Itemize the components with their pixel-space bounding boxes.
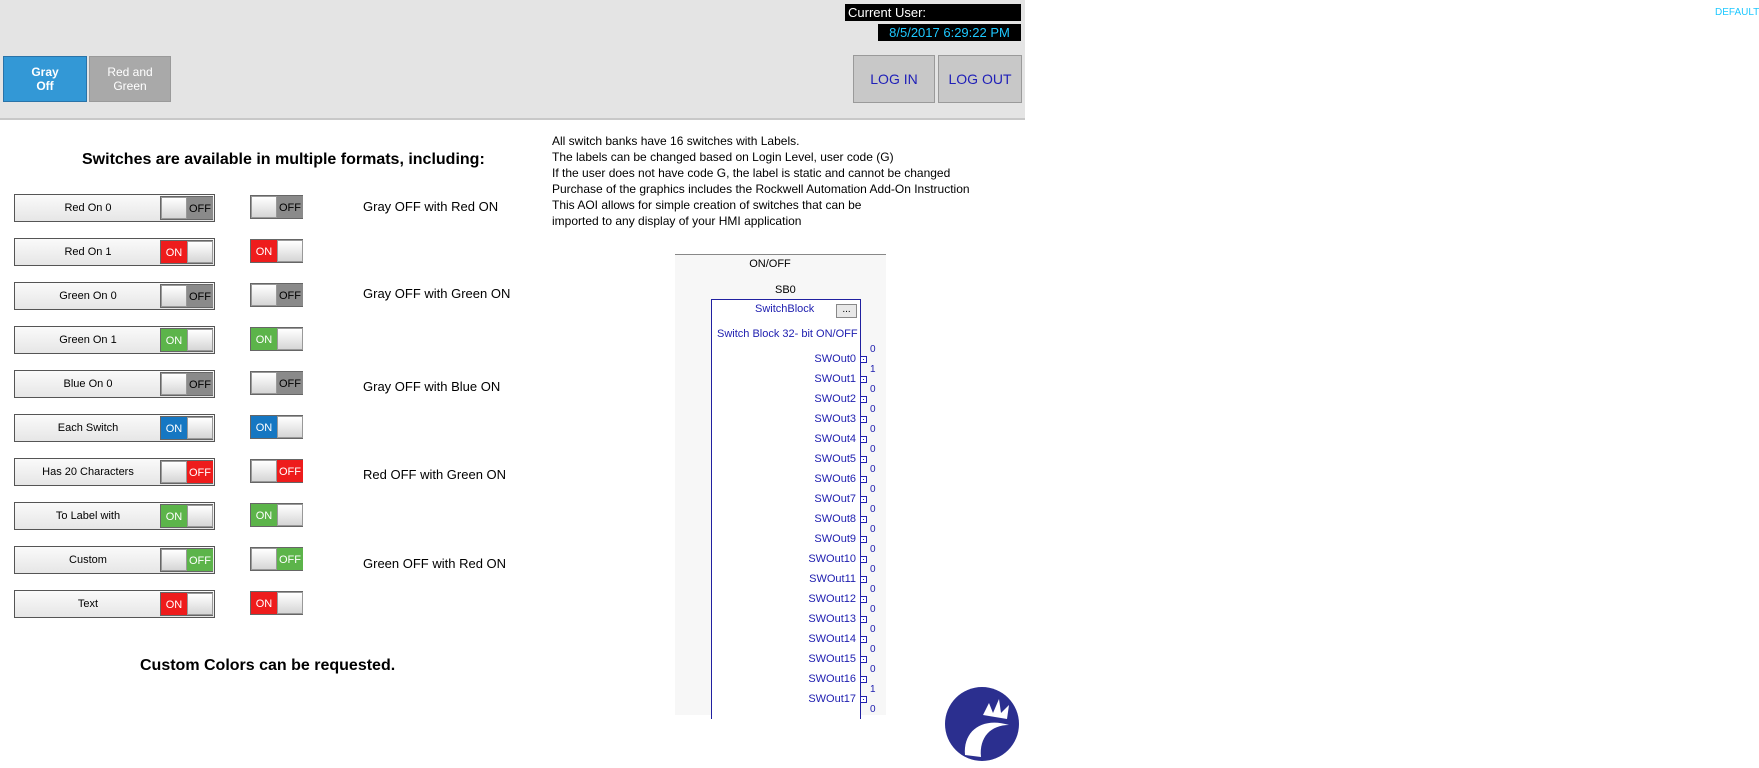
- toggle-knob[interactable]: [251, 196, 277, 218]
- aoi-output-pin[interactable]: [860, 516, 867, 523]
- aoi-description: Switch Block 32- bit ON/OFF: [717, 328, 858, 340]
- switch-row: [14, 326, 273, 356]
- toggle-state: ON: [251, 416, 277, 438]
- labeled-switch[interactable]: [14, 238, 215, 266]
- info-line: Purchase of the graphics includes the Rockwell Automation Add-On Instruction: [552, 182, 970, 196]
- aoi-output-pin[interactable]: [860, 396, 867, 403]
- aoi-output-name: SWOut1: [814, 373, 856, 385]
- aoi-output-pin[interactable]: [860, 696, 867, 703]
- toggle-switch[interactable]: [160, 372, 213, 396]
- switch-row: [14, 458, 301, 488]
- toggle-knob[interactable]: [277, 416, 303, 438]
- aoi-output-name: SWOut2: [814, 393, 856, 405]
- aoi-browse-button[interactable]: ...: [836, 304, 857, 318]
- switch-label: To Label with: [55, 510, 121, 522]
- toggle-state: OFF: [187, 461, 213, 483]
- aoi-output-name: SWOut12: [808, 593, 856, 605]
- format-description: Green OFF with Red ON: [363, 556, 507, 571]
- labeled-switch[interactable]: [14, 502, 215, 530]
- toggle-switch[interactable]: [250, 239, 303, 263]
- red-green-line1: Red and: [107, 65, 153, 79]
- info-line: This AOI allows for simple creation of switches that can be: [552, 198, 862, 212]
- toggle-knob[interactable]: [251, 284, 277, 306]
- aoi-output-pin[interactable]: [860, 456, 867, 463]
- switch-row: [14, 194, 301, 224]
- toggle-state: OFF: [187, 197, 213, 219]
- aoi-output-pin[interactable]: [860, 656, 867, 663]
- switch-label: Green On 1: [59, 334, 117, 346]
- aoi-output-value: 0: [870, 524, 876, 535]
- switch-row: [14, 502, 273, 532]
- aoi-output-name: SWOut6: [814, 473, 856, 485]
- labeled-switch[interactable]: [14, 370, 215, 398]
- toggle-knob[interactable]: [187, 417, 213, 439]
- aoi-output-name: SWOut5: [814, 453, 856, 465]
- aoi-output-value: 0: [870, 384, 876, 395]
- aoi-type-label: ON/OFF: [749, 258, 791, 270]
- aoi-output-pin[interactable]: [860, 616, 867, 623]
- switch-label: Custom: [69, 554, 107, 566]
- aoi-output-name: SWOut8: [814, 513, 856, 525]
- datetime-display: 8/5/2017 6:29:22 PM: [878, 24, 1021, 41]
- toggle-knob[interactable]: [161, 197, 187, 219]
- toggle-state: OFF: [277, 372, 303, 394]
- toggle-state: OFF: [277, 196, 303, 218]
- switch-label: Each Switch: [57, 422, 119, 434]
- aoi-output-value: 0: [870, 404, 876, 415]
- aoi-output-value: 0: [870, 704, 876, 715]
- toggle-knob[interactable]: [251, 372, 277, 394]
- toggle-switch[interactable]: [160, 416, 213, 440]
- aoi-output-value: 0: [870, 444, 876, 455]
- toggle-switch[interactable]: [250, 283, 303, 307]
- toggle-knob[interactable]: [187, 593, 213, 615]
- aoi-name: SwitchBlock: [755, 303, 815, 315]
- gray-off-line1: Gray: [31, 65, 59, 79]
- toggle-knob[interactable]: [251, 548, 277, 570]
- aoi-output-name: SWOut9: [814, 533, 856, 545]
- switch-label: Text: [77, 598, 99, 610]
- labeled-switch[interactable]: [14, 194, 215, 222]
- aoi-output-pin[interactable]: [860, 376, 867, 383]
- switch-row: [14, 590, 273, 620]
- aoi-output-name: SWOut16: [808, 673, 856, 685]
- toggle-knob[interactable]: [161, 285, 187, 307]
- toggle-knob[interactable]: [277, 240, 303, 262]
- toggle-switch[interactable]: [160, 240, 213, 264]
- switch-label: Blue On 0: [63, 378, 113, 390]
- company-logo-icon: [943, 685, 1021, 763]
- info-line: All switch banks have 16 switches with Labels.: [552, 134, 800, 148]
- toggle-switch[interactable]: [160, 328, 213, 352]
- gray-off-button[interactable]: [3, 56, 87, 102]
- aoi-output-pin[interactable]: [860, 676, 867, 683]
- toggle-switch[interactable]: [160, 460, 213, 484]
- aoi-output-pin[interactable]: [860, 636, 867, 643]
- labeled-switch[interactable]: [14, 546, 215, 574]
- format-description: Gray OFF with Red ON: [363, 199, 499, 214]
- toggle-switch[interactable]: [160, 284, 213, 308]
- toggle-switch[interactable]: [250, 371, 303, 395]
- toggle-state: ON: [161, 329, 187, 351]
- toggle-state: ON: [161, 241, 187, 263]
- custom-colors-note: Custom Colors can be requested.: [140, 657, 396, 674]
- aoi-output-value: 0: [870, 464, 876, 475]
- gray-off-line2: Off: [36, 79, 54, 93]
- toggle-state: ON: [251, 240, 277, 262]
- toggle-switch[interactable]: [160, 504, 213, 528]
- switch-row: [14, 414, 273, 444]
- current-user-label: Current User:: [848, 5, 927, 20]
- aoi-output-name: SWOut17: [808, 693, 856, 705]
- aoi-output-pin[interactable]: [860, 436, 867, 443]
- toggle-knob[interactable]: [277, 504, 303, 526]
- log-in-button[interactable]: LOG IN: [853, 55, 935, 103]
- toggle-switch[interactable]: [250, 459, 303, 483]
- aoi-output-value: 1: [870, 684, 876, 695]
- toggle-state: OFF: [277, 284, 303, 306]
- labeled-switch[interactable]: [14, 590, 215, 618]
- aoi-output-value: 0: [870, 344, 876, 355]
- toggle-switch[interactable]: [250, 591, 303, 615]
- toggle-state: ON: [161, 417, 187, 439]
- aoi-output-name: SWOut7: [814, 493, 856, 505]
- toggle-switch[interactable]: [160, 196, 213, 220]
- aoi-output-value: 0: [870, 644, 876, 655]
- toggle-knob[interactable]: [187, 505, 213, 527]
- toggle-state: OFF: [187, 373, 213, 395]
- labeled-switch[interactable]: [14, 414, 215, 442]
- aoi-output-value: 0: [870, 484, 876, 495]
- labeled-switch[interactable]: [14, 326, 215, 354]
- switch-row: [14, 546, 301, 576]
- labeled-switch[interactable]: [14, 282, 215, 310]
- page-title: Switches are available in multiple formats, including:: [82, 151, 485, 168]
- toggle-state: ON: [251, 592, 277, 614]
- aoi-output-value: 0: [870, 604, 876, 615]
- aoi-tag: SB0: [775, 284, 796, 296]
- toggle-knob[interactable]: [161, 461, 187, 483]
- aoi-output-pin[interactable]: [860, 416, 867, 423]
- aoi-output-pin[interactable]: [860, 556, 867, 563]
- switch-label: Has 20 Characters: [42, 466, 134, 478]
- toggle-state: ON: [161, 505, 187, 527]
- format-description: Gray OFF with Green ON: [363, 286, 511, 301]
- aoi-output-pin[interactable]: [860, 476, 867, 483]
- toggle-knob[interactable]: [277, 592, 303, 614]
- switch-row: [14, 282, 301, 312]
- toggle-switch[interactable]: [160, 548, 213, 572]
- aoi-divider: [675, 254, 886, 255]
- toggle-state: OFF: [277, 460, 303, 482]
- aoi-output-value: 0: [870, 664, 876, 675]
- toggle-knob[interactable]: [161, 373, 187, 395]
- toggle-knob[interactable]: [277, 328, 303, 350]
- toggle-state: ON: [251, 328, 277, 350]
- toggle-switch[interactable]: [250, 195, 303, 219]
- aoi-output-pin[interactable]: [860, 596, 867, 603]
- format-description: Gray OFF with Blue ON: [363, 379, 501, 394]
- aoi-output-value: 0: [870, 564, 876, 575]
- toggle-knob[interactable]: [187, 329, 213, 351]
- toggle-switch[interactable]: [250, 547, 303, 571]
- aoi-output-name: SWOut4: [814, 433, 856, 445]
- switch-label: Green On 0: [59, 290, 117, 302]
- toggle-state: ON: [251, 504, 277, 526]
- toggle-switch[interactable]: [250, 503, 303, 527]
- aoi-output-pin[interactable]: [860, 356, 867, 363]
- switch-label: Red On 1: [64, 246, 112, 258]
- aoi-output-pin[interactable]: [860, 536, 867, 543]
- toggle-switch[interactable]: [250, 327, 303, 351]
- aoi-output-value: 0: [870, 504, 876, 515]
- toggle-knob[interactable]: [251, 460, 277, 482]
- aoi-output-name: SWOut15: [808, 653, 856, 665]
- aoi-output-pin[interactable]: [860, 576, 867, 583]
- switch-row: [14, 370, 301, 400]
- red-and-green-button[interactable]: [89, 56, 171, 102]
- aoi-output-pin[interactable]: [860, 496, 867, 503]
- info-line: imported to any display of your HMI application: [552, 214, 802, 228]
- info-line: If the user does not have code G, the label is static and cannot be changed: [552, 166, 951, 180]
- header-bar: [0, 0, 1759, 120]
- switch-label: Red On 0: [64, 202, 112, 214]
- labeled-switch[interactable]: [14, 458, 215, 486]
- aoi-output-value: 0: [870, 624, 876, 635]
- log-out-button[interactable]: LOG OUT: [938, 55, 1022, 103]
- aoi-output-name: SWOut14: [808, 633, 856, 645]
- info-line: The labels can be changed based on Login Level, user code (G): [552, 150, 894, 164]
- toggle-state: OFF: [277, 548, 303, 570]
- aoi-output-value: 0: [870, 584, 876, 595]
- toggle-switch[interactable]: [160, 592, 213, 616]
- toggle-switch[interactable]: [250, 415, 303, 439]
- aoi-output-name: SWOut11: [809, 573, 856, 585]
- switch-row: [14, 238, 273, 268]
- current-user-display: [845, 4, 1759, 21]
- toggle-knob[interactable]: [161, 549, 187, 571]
- aoi-output-value: 0: [870, 424, 876, 435]
- aoi-output-name: SWOut10: [808, 553, 856, 565]
- format-description: Red OFF with Green ON: [363, 467, 507, 482]
- info-text: [552, 133, 970, 229]
- red-green-line2: Green: [113, 79, 147, 93]
- aoi-output-name: SWOut0: [814, 353, 856, 365]
- current-user-value: DEFAULT: [1715, 7, 1759, 18]
- toggle-state: OFF: [187, 285, 213, 307]
- aoi-output-value: 0: [870, 544, 876, 555]
- aoi-output-name: SWOut3: [814, 413, 856, 425]
- toggle-state: ON: [161, 593, 187, 615]
- toggle-state: OFF: [187, 549, 213, 571]
- aoi-output-value: 1: [870, 364, 876, 375]
- toggle-knob[interactable]: [187, 241, 213, 263]
- aoi-output-name: SWOut13: [808, 613, 856, 625]
